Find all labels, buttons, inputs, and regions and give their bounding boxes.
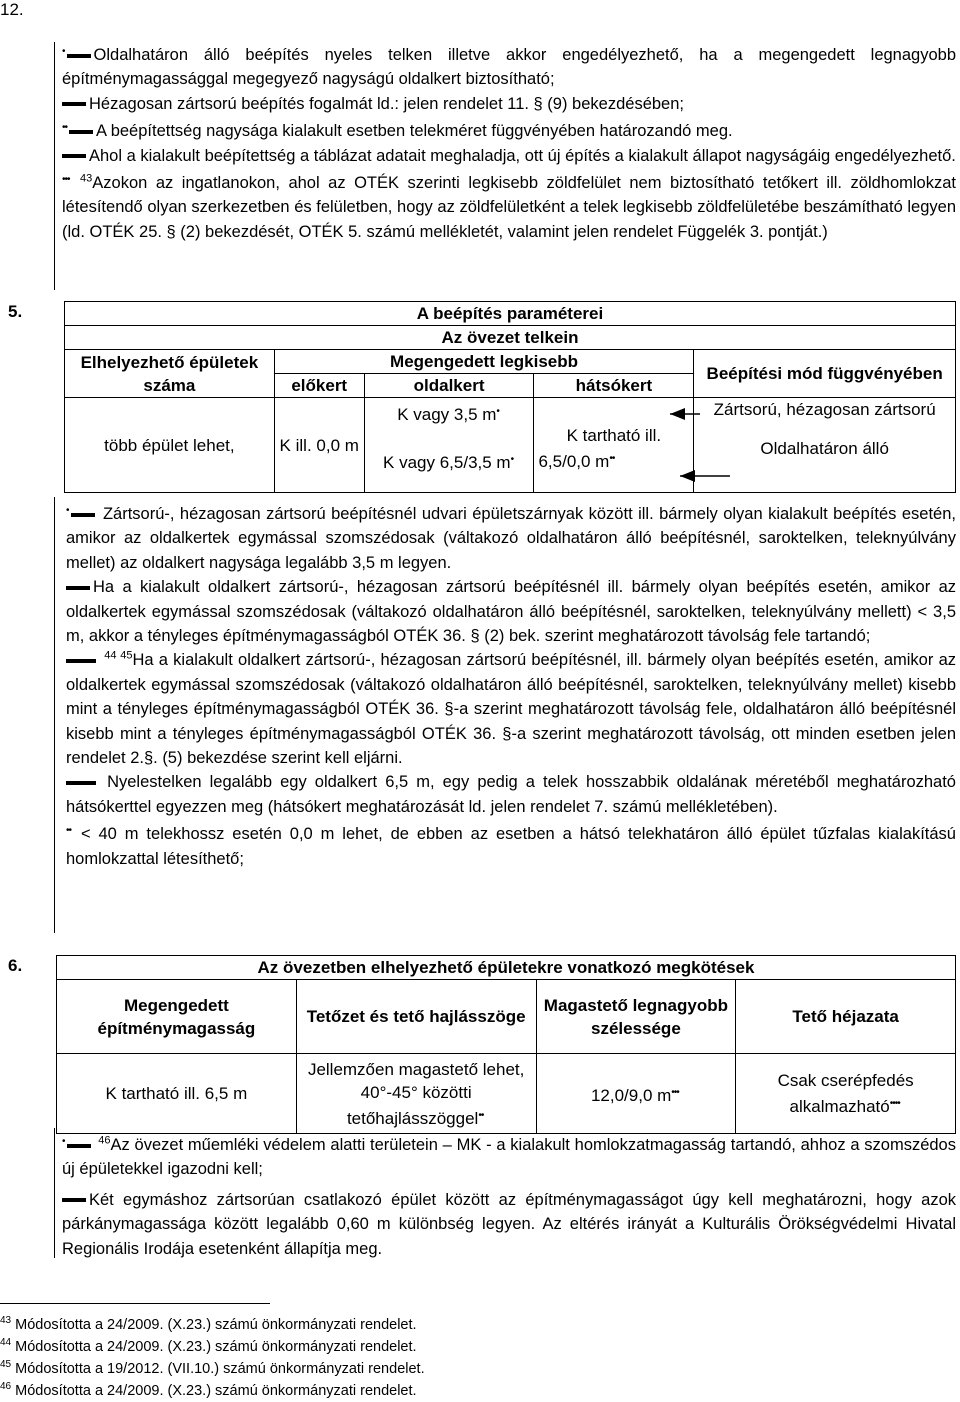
col-header-buildings: Elhelyezhető épületek száma bbox=[65, 350, 275, 398]
col-header-width: Magastető legnagyobb szélessége bbox=[536, 980, 736, 1054]
cell-height: K tartható ill. 6,5 m bbox=[57, 1054, 297, 1134]
note-item: • $^{46}$Az övezet műemléki védelem alatti területein – MK - a kialakult homlokzatmagasság tartandó, ahhoz a szomszédos új épületekkel igazodni kell; bbox=[62, 1134, 956, 1179]
side-value-2: K vagy 6,5/3,5 m bbox=[383, 453, 511, 472]
mode-value-2: Oldalhatáron álló bbox=[760, 439, 889, 458]
note-item: Nyelestelken legalább egy oldalkert 6,5 m, egy pedig a telek hosszabbik oldalának méretéből meghatározható hátsókerttel egyezzen meg (hátsókert meghatározását ld. jelen rendelet 7. számú mellékletében). bbox=[66, 773, 956, 816]
footnote: $^{44}$ Módosította a 24/2009. (X.23.) számú önkormányzati rendelet. bbox=[0, 1337, 417, 1355]
bullet-icon: • bbox=[66, 505, 69, 516]
note-item: Ha a kialakult oldalkert zártsorú-, hézagosan zártsorú beépítésnél ill. bármely olyan beépítés esetén, amikor az oldalkertek egymással szomszédosak (váltakozó oldalhatáron álló beépítésnél, saroktelken, teleknyúlvány mellett) < 3,5 m, akkor a tényleges építménymagasságból OTÉK 36. § (2) bek. szerint meghatározott távolság fele tartandó; bbox=[66, 578, 956, 646]
rear-value-2: 6,5/0,0 m bbox=[538, 452, 610, 471]
table-title: Az övezetben elhelyezhető épületekre vonatkozó megkötések bbox=[57, 956, 956, 980]
side-value-1: K vagy 3,5 m bbox=[397, 405, 497, 424]
cell-buildings: több épület lehet, bbox=[65, 398, 275, 493]
footnote: $^{45}$ Módosította a 19/2012. (VII.10.) számú önkormányzati rendelet. bbox=[0, 1359, 425, 1377]
section6-notes bbox=[62, 1130, 956, 1261]
dash-icon bbox=[66, 586, 90, 590]
mode-value-1: Zártsorú, hézagosan zártsorú bbox=[713, 400, 936, 419]
section5-notes bbox=[66, 499, 956, 871]
col-group-header: Megengedett legkisebb bbox=[274, 350, 694, 374]
footnote-ref: 44 45 bbox=[104, 649, 133, 662]
dash-icon bbox=[66, 659, 96, 663]
note-item: Két egymáshoz zártsorúan csatlakozó épület között az építménymagasságot úgy kell meghatározni, hogy azok párkánymagassága között legalább 0,60 m különbség legyen. Az eltérés irányát a Kulturális Örökségvédelmi Hivatal Regionális Irodája esetenként állapítja meg. bbox=[62, 1190, 956, 1258]
col-header-height: Megengedett építménymagasság bbox=[57, 980, 297, 1054]
col-header-covering: Tető héjazata bbox=[736, 980, 956, 1054]
col-header-front: előkert bbox=[274, 374, 364, 398]
footnote: $^{43}$ Módosította a 24/2009. (X.23.) számú önkormányzati rendelet. bbox=[0, 1315, 417, 1333]
cell-covering: Csak cserépfedés alkalmazható•••• bbox=[736, 1054, 956, 1134]
dash-icon bbox=[66, 781, 96, 785]
col-header-side: oldalkert bbox=[364, 374, 534, 398]
rear-value-1: K tartható ill. bbox=[566, 426, 662, 445]
dash-icon bbox=[71, 513, 95, 517]
bullet-icon: •• bbox=[478, 1109, 484, 1121]
note-item: $^{44 45}$Ha a kialakult oldalkert zártsorú-, hézagosan zártsorú beépítésnél, ill. bármely olyan beépítés esetén, amikor az oldalkertek egymással szomszédosak (váltakozó oldalhatáron álló beépítésnél, saroktelken, teleknyúlvány mellet) kisebb mint a tényleges építménymagasságból OTÉK 36. §-a szerint meghatározott távolság fele, oldalhatáron álló beépítésnél kisebb mint a tényleges építménymagasságból OTÉK 36. §-a szerint meghatározott távolság, ott minden esetben jelen rendelet 2.§. (5) bekezdése szerint kell eljárni. bbox=[66, 649, 957, 768]
note-item: • Zártsorú-, hézagosan zártsorú beépítésnél udvari épületszárnyak között ill. bármely olyan kialakult beépítés esetén, amikor az oldalkertek egymással szomszédosak (váltakozó oldalhatáron álló beépítésnél, saroktelken, teleknyúlvány mellet) az oldalkert nagysága legalább 3,5 m legyen. bbox=[66, 505, 956, 572]
footnote-ref: 46 bbox=[98, 1134, 111, 1147]
table-subtitle: Az övezet telkein bbox=[65, 326, 956, 350]
footnote-ref: 43 bbox=[80, 172, 93, 185]
cell-roof: Jellemzően magastető lehet, 40°-45° közötti tetőhajlásszöggel•• bbox=[296, 1054, 536, 1134]
note-item: •• < 40 m telekhossz esetén 0,0 m lehet, de ebben az esetben a hátsó telekhatáron álló épület tűzfalas kialakítású homlokzattal létesíthető; bbox=[66, 825, 956, 868]
bullet-icon: ••• bbox=[671, 1086, 679, 1098]
note-item: • Oldalhatáron álló beépítés nyeles telken illetve akkor engedélyezhető, ha a megengedett legnagyobb építménymagassággal megegyező nagyságú oldalkert biztosítható; bbox=[62, 46, 956, 89]
col-header-mode: Beépítési mód függvényében bbox=[694, 350, 956, 398]
table-title: A beépítés paraméterei bbox=[65, 302, 956, 326]
note-item: Ahol a kialakult beépítettség a táblázat adatait meghaladja, ott új építés a kialakult állapot nagyságáig engedélyezhető. bbox=[62, 144, 956, 168]
col-header-rear: hátsókert bbox=[534, 374, 694, 398]
bullet-icon: •••• bbox=[889, 1098, 900, 1109]
col-header-roof: Tetőzet és tető hajlásszöge bbox=[296, 980, 536, 1054]
cell-width: 12,0/9,0 m••• bbox=[536, 1054, 736, 1134]
bullet-icon: ••• bbox=[62, 174, 70, 186]
bullet-icon: •• bbox=[66, 825, 72, 837]
margin-bar bbox=[54, 1128, 55, 1258]
bullet-icon: •• bbox=[62, 122, 68, 134]
section-number: 5. bbox=[8, 302, 23, 321]
bullet-icon: • bbox=[496, 406, 499, 417]
bullet-icon: • bbox=[62, 1136, 65, 1147]
dash-icon bbox=[62, 1198, 86, 1202]
section-number: 6. bbox=[8, 956, 23, 975]
footnote-rule bbox=[0, 1303, 270, 1304]
table-arrows bbox=[0, 0, 960, 520]
note-item: ••• $^{43}$Azokon az ingatlanokon, ahol az OTÉK szerinti legkisebb zöldfelület nem biztosítható tetőkert ill. zöldhomlokzat létesítendő olyan szerkezetben és felületben, hogy az zöldfelületként a telek legkisebb zöldfelületébe beszámítható legyen (ld. OTÉK 25. § (2) bekezdését, OTÉK 5. számú mellékletét, valamint jelen rendelet Függelék 3. pontját.) bbox=[62, 172, 956, 241]
bullet-icon: • bbox=[510, 454, 514, 465]
footnote: $^{46}$ Módosította a 24/2009. (X.23.) számú önkormányzati rendelet. bbox=[0, 1381, 417, 1399]
cell-front: K ill. 0,0 m bbox=[274, 398, 364, 493]
restrictions-table bbox=[56, 955, 956, 1134]
page-number: 12. bbox=[0, 0, 24, 19]
note-item: •• A beépítettség nagysága kialakult esetben telekméret függvényében határozandó meg. bbox=[62, 122, 733, 141]
bullet-icon: •• bbox=[609, 453, 615, 464]
dash-icon bbox=[67, 1144, 91, 1148]
note-item: Hézagosan zártsorú beépítés fogalmát ld.: jelen rendelet 11. § (9) bekezdésében; bbox=[62, 92, 956, 116]
margin-bar bbox=[54, 497, 55, 933]
bullet-icon: • bbox=[62, 46, 65, 57]
